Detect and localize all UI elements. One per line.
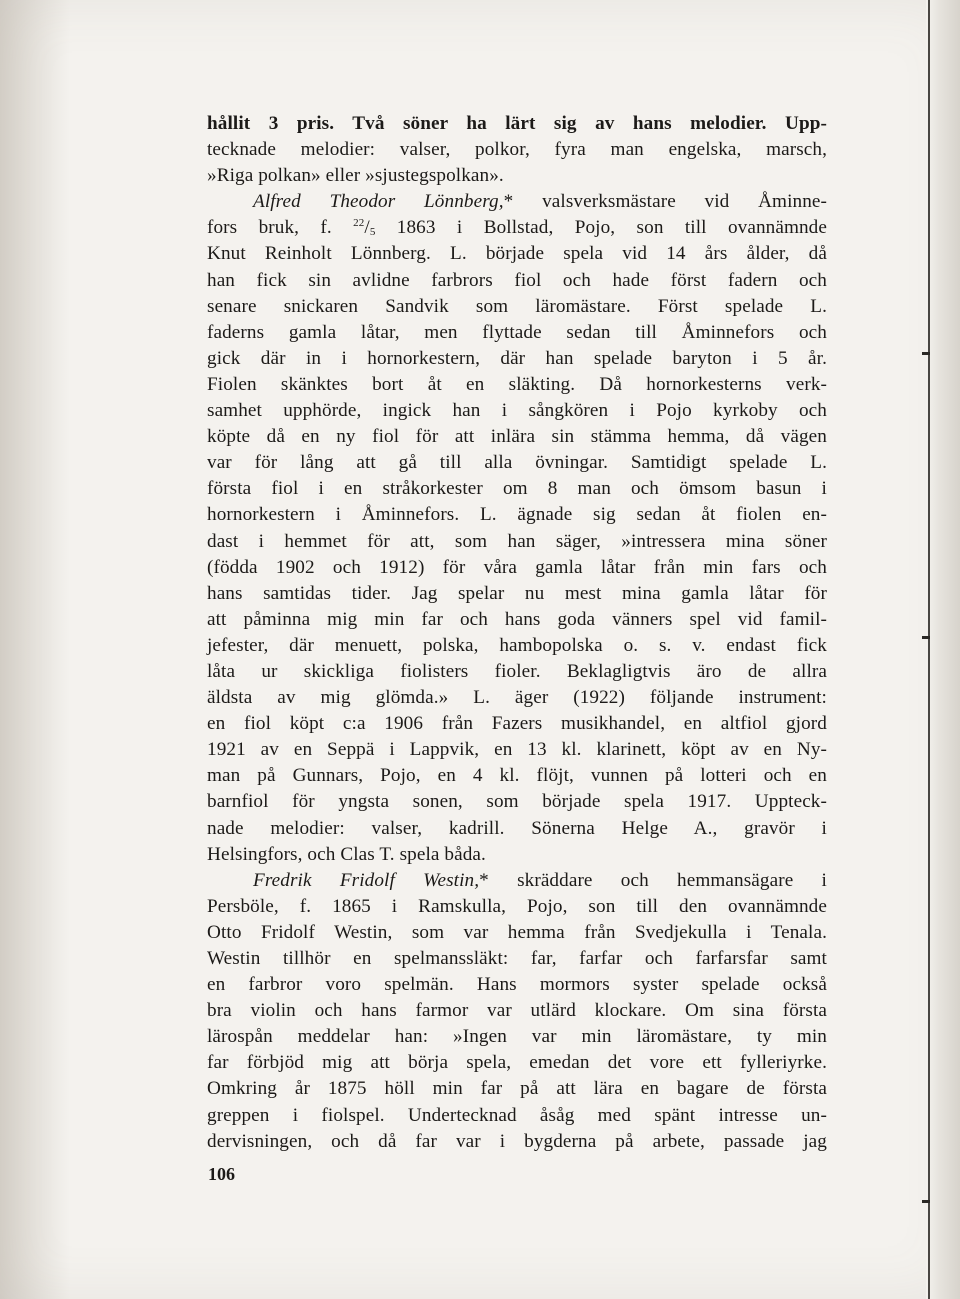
text-line: 1921 av en Seppä i Lappvik, en 13 kl. klarinett, köpt av en Ny- — [207, 739, 827, 761]
text-line: var för lång att gå till alla övningar. Samtidigt spelade L. — [207, 452, 827, 474]
text-line: far förbjöd mig att börja spela, emedan det vore ett fylleriyrke. — [207, 1052, 827, 1074]
text-line: Fiolen skänktes bort åt en släkting. Då hornorkesterns verk- — [207, 373, 827, 395]
text-line: första fiol i en stråkorkester om 8 man och ömsom basun i — [207, 478, 827, 500]
text-line: greppen i fiolspel. Undertecknad åsåg med spänt intresse un- — [207, 1104, 827, 1126]
text-line: Knut Reinholt Lönnberg. L. började spela vid 14 års ålder, då — [207, 243, 827, 265]
body-text — [207, 111, 827, 1155]
text-line: hållit 3 pris. Två söner ha lärt sig av hans melodier. Upp- — [207, 113, 827, 134]
text-line: tecknade melodier: valser, polkor, fyra man engelska, marsch, — [207, 139, 827, 161]
page-edge-line — [928, 0, 930, 1299]
text-line: »Riga polkan» eller »sjustegspolkan». — [207, 165, 504, 187]
text-line: låta ur skickliga fiolisters fioler. Beklagligtvis äro de allra — [207, 660, 827, 682]
text-line: senare snickaren Sandvik som läromästare. Först spelade L. — [207, 295, 827, 317]
text-line: en fiol köpt c:a 1906 från Fazers musikhandel, en altfiol gjord — [207, 713, 827, 735]
text-line: Westin tillhör en spelmanssläkt: far, farfar och farfarsfar samt — [207, 948, 827, 969]
text-line: Alfred Theodor Lönnberg,* valsverksmästare vid Åminne- — [253, 191, 827, 213]
edge-mark — [922, 1200, 930, 1203]
text-line: dervisningen, och då far var i bygderna på arbete, passade jag — [207, 1130, 827, 1152]
text-line: Fredrik Fridolf Westin,* skräddare och hemmansägare i — [253, 869, 827, 891]
text-line: fors bruk, f. $^{22}/_5$ 1863 i Bollstad, Pojo, son till ovannämnde — [207, 217, 827, 239]
text-line: Otto Fridolf Westin, som var hemma från Svedjekulla i Tenala. — [207, 921, 827, 943]
text-line: lärospån meddelar han: »Ingen var min läromästare, ty min — [207, 1026, 827, 1048]
text-line: barnfiol för yngsta sonen, som började spela 1917. Uppteck- — [207, 791, 827, 813]
edge-mark — [922, 636, 930, 639]
text-line: dast i hemmet för att, som han säger, »intressera mina söner — [207, 530, 827, 552]
text-line: gick där in i hornorkestern, där han spelade baryton i 5 år. — [207, 347, 827, 369]
page-edge — [926, 0, 960, 1299]
text-line: köpte då en ny fiol för att inlära sin stämma hemma, då vägen — [207, 426, 827, 448]
page-number: 106 — [208, 1164, 235, 1184]
person-name: Fredrik Fridolf Westin, — [253, 869, 480, 891]
gutter-shadow — [0, 0, 70, 1299]
text-line: hans samtidas tider. Jag spelar nu mest mina gamla låtar för — [207, 582, 827, 604]
person-name: Alfred Theodor Lönnberg, — [253, 191, 504, 213]
text-line: (födda 1902 och 1912) för våra gamla låtar från min fars och — [207, 556, 827, 578]
text-line: nade melodier: valser, kadrill. Sönerna Helge A., gravör i — [207, 817, 827, 839]
text-line: Persböle, f. 1865 i Ramskulla, Pojo, son till den ovannämnde — [207, 895, 827, 917]
text-line: hornorkestern i Åminnefors. L. ägnade sig sedan åt fiolen en- — [207, 504, 827, 526]
text-line: samhet upphörde, ingick han i sångkören i Pojo kyrkoby och — [207, 400, 827, 422]
text-line: faderns gamla låtar, men flyttade sedan till Åminnefors och — [207, 321, 827, 343]
text-line: man på Gunnars, Pojo, en 4 kl. flöjt, vunnen på lotteri och en — [207, 765, 827, 787]
text-line: äldsta av mig glömda.» L. äger (1922) följande instrument: — [207, 687, 827, 709]
text-line: en farbror voro spelmän. Hans mormors syster spelade också — [207, 974, 827, 996]
text-line: att påminna mig min far och hans goda vänners spel vid famil- — [207, 608, 827, 630]
text-line: Omkring år 1875 höll min far på att lära en bagare de första — [207, 1078, 827, 1100]
edge-mark — [922, 352, 930, 355]
text-line: han fick sin avlidne farbrors fiol och hade först fadern och — [207, 269, 827, 291]
text-line: jefester, där menuett, polska, hambopolska o. s. v. endast fick — [207, 634, 827, 656]
text-line: bra violin och hans farmor var utlärd klockare. Om sina första — [207, 1000, 827, 1022]
text-line: Helsingfors, och Clas T. spela båda. — [207, 843, 486, 865]
